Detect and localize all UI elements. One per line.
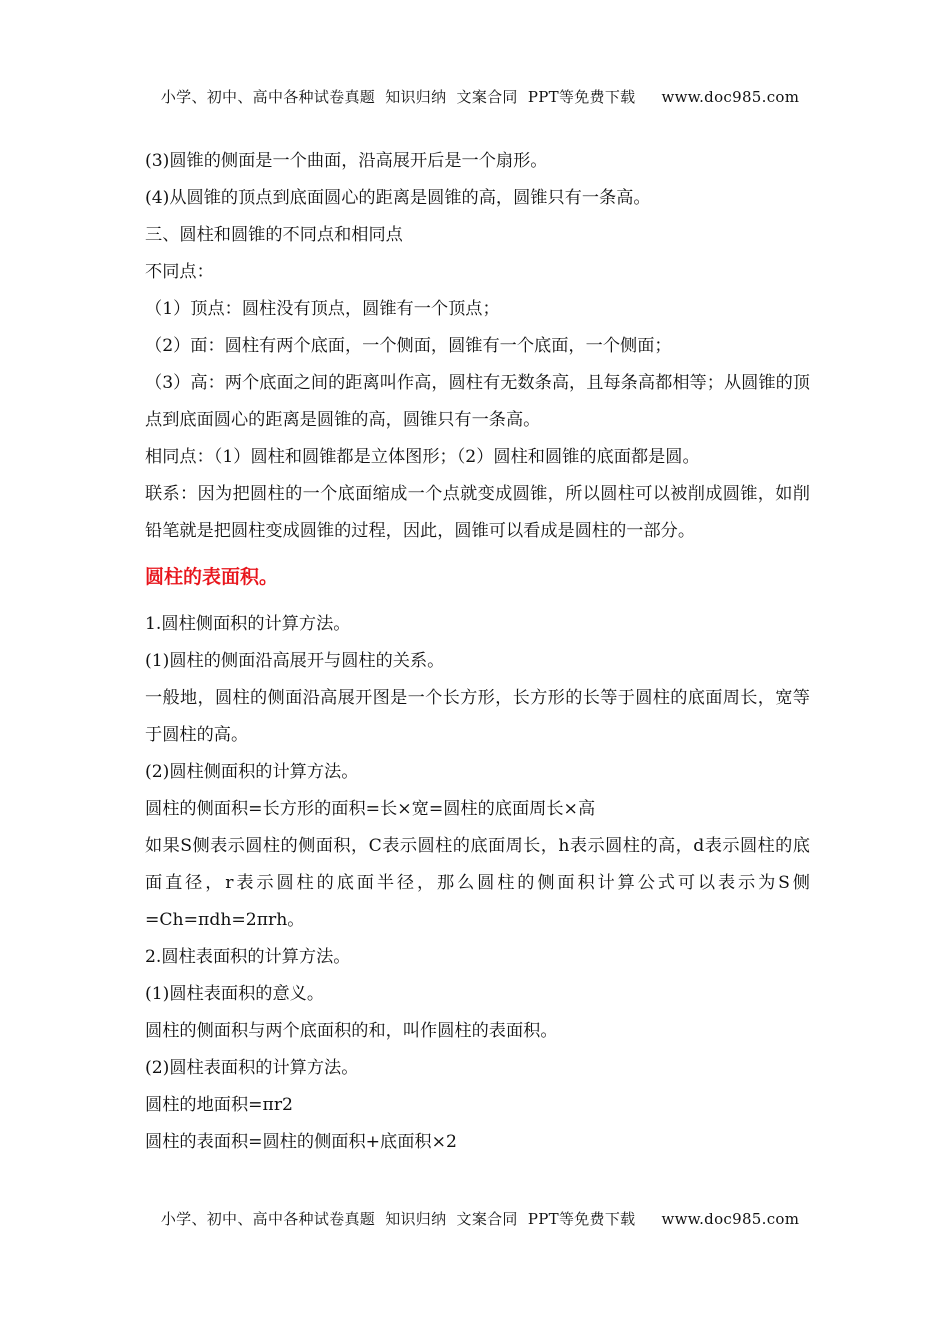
paragraph-formula-symbols: 如果S侧表示圆柱的侧面积，C表示圆柱的底面周长，h表示圆柱的高，d表示圆柱的底面直径，r表示圆柱的底面半径，那么圆柱的侧面积计算公式可以表示为S侧=Ch=πdh=2πrh。 [145,836,810,930]
paragraph-surface-calc: (2)圆柱表面积的计算方法。 [145,1058,359,1078]
footer-url[interactable]: www.doc985.com [661,1210,800,1228]
page-header [0,68,950,107]
header-text: 小学、初中、高中各种试卷真题 知识归纳 文案合同 PPT等免费下载 [160,88,636,106]
page-footer [0,1190,950,1229]
document-body [145,143,810,1161]
paragraph-cone-height: (4)从圆锥的顶点到底面圆心的距离是圆锥的高，圆锥只有一条高。 [145,188,651,208]
section-title-differences: 三、圆柱和圆锥的不同点和相同点 [145,225,403,245]
paragraph-unfold: 一般地，圆柱的侧面沿高展开图是一个长方形，长方形的长等于圆柱的底面周长，宽等于圆柱的高。 [145,688,810,745]
paragraph-lateral-relation: (1)圆柱的侧面沿高展开与圆柱的关系。 [145,651,445,671]
paragraph-surface-definition: 圆柱的侧面积与两个底面积的和，叫作圆柱的表面积。 [145,1021,558,1041]
header-url[interactable]: www.doc985.com [661,88,800,106]
formula-surface-area: 圆柱的表面积=圆柱的侧面积+底面积×2 [145,1132,457,1152]
section-heading-surface-area: 圆柱的表面积。 [145,566,279,588]
footer-text: 小学、初中、高中各种试卷真题 知识归纳 文案合同 PPT等免费下载 [160,1210,636,1228]
similarities: 相同点：（1）圆柱和圆锥都是立体图形；（2）圆柱和圆锥的底面都是圆。 [145,447,700,467]
paragraph-lateral-calc: (2)圆柱侧面积的计算方法。 [145,762,359,782]
relationship: 联系：因为把圆柱的一个底面缩成一个点就变成圆锥，所以圆柱可以被削成圆锥，如削铅笔就是把圆柱变成圆锥的过程，因此，圆锥可以看成是圆柱的一部分。 [145,484,810,541]
paragraph-lateral-method: 1.圆柱侧面积的计算方法。 [145,614,351,634]
paragraph-cone-lateral: (3)圆锥的侧面是一个曲面，沿高展开后是一个扇形。 [145,151,548,171]
formula-lateral: 圆柱的侧面积=长方形的面积=长×宽=圆柱的底面周长×高 [145,799,596,819]
paragraph-surface-meaning: (1)圆柱表面积的意义。 [145,984,325,1004]
difference-faces: （2）面：圆柱有两个底面，一个侧面，圆锥有一个底面，一个侧面； [145,336,672,356]
difference-height: （3）高：两个底面之间的距离叫作高，圆柱有无数条高，且每条高都相等；从圆锥的顶点到底面圆心的距离是圆锥的高，圆锥只有一条高。 [145,373,810,430]
paragraph-surface-method: 2.圆柱表面积的计算方法。 [145,947,351,967]
label-differences: 不同点： [145,262,214,282]
formula-base-area: 圆柱的地面积=πr2 [145,1095,293,1115]
difference-vertex: （1）顶点：圆柱没有顶点，圆锥有一个顶点； [145,299,500,319]
